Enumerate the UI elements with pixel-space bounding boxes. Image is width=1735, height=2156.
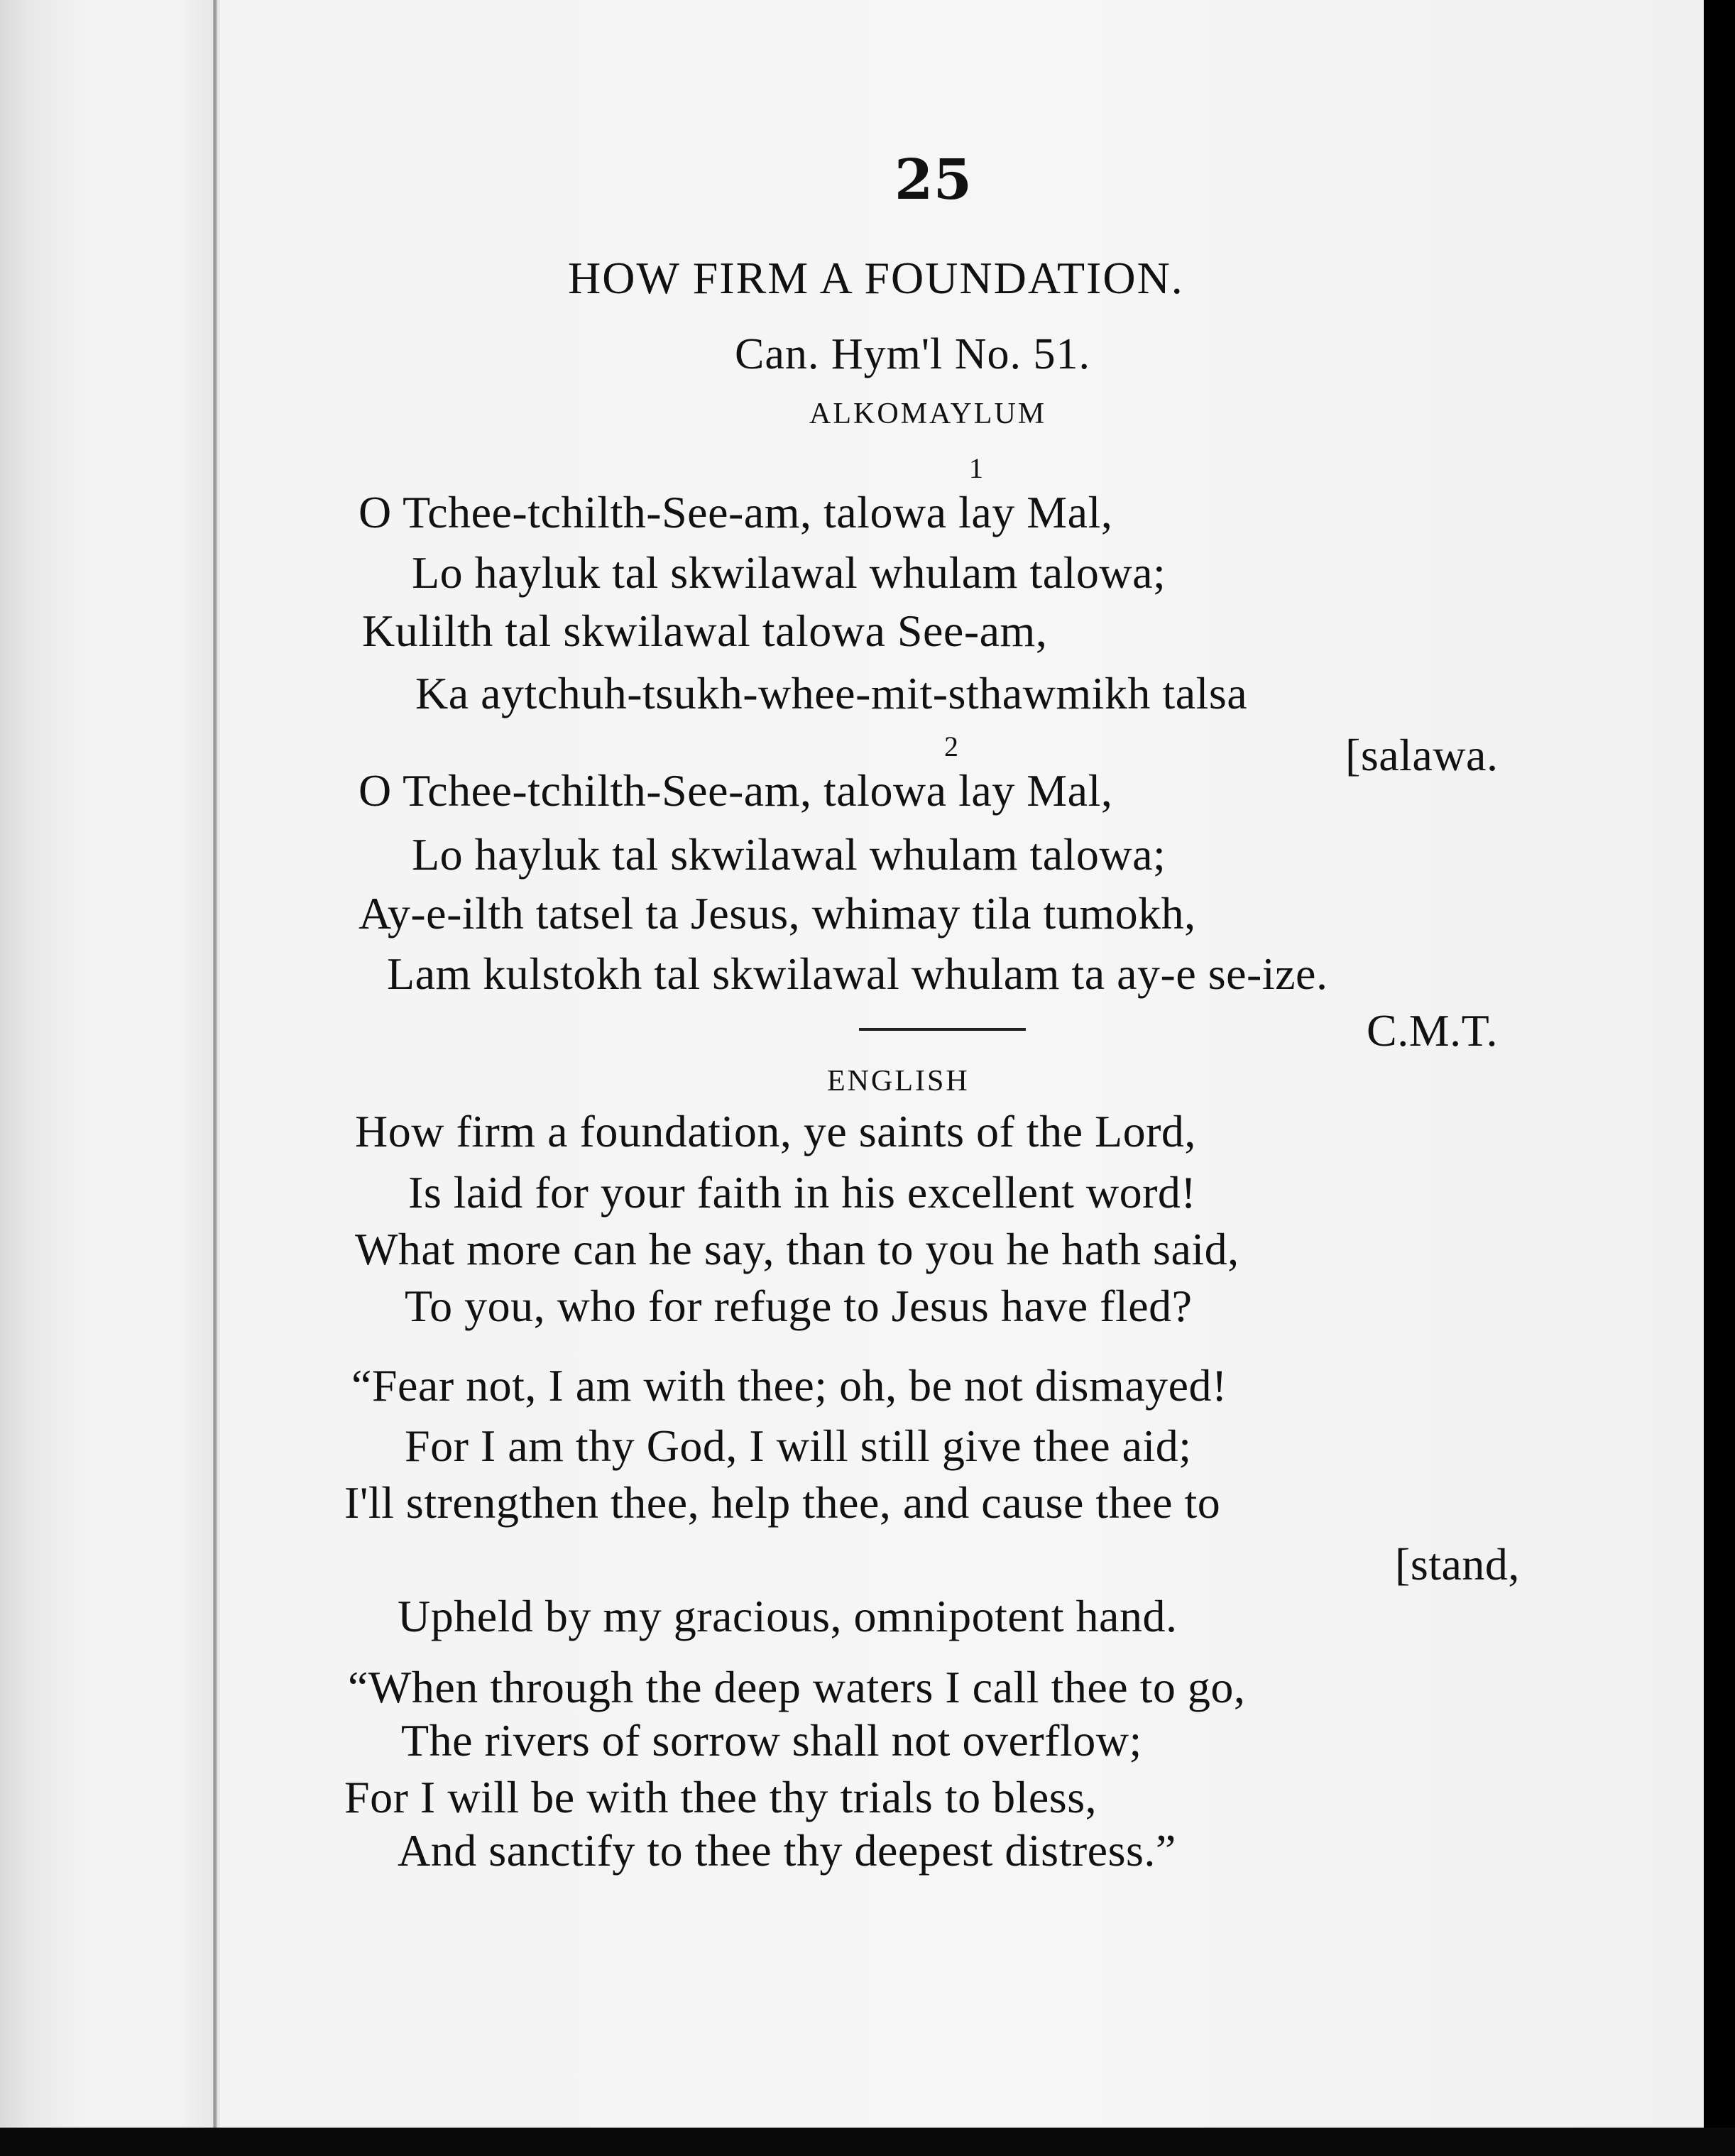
native-verse1-line2: Lo hayluk tal skwilawal whulam talowa; (412, 547, 1166, 598)
english-verse1-line4: To you, who for refuge to Jesus have fled? (405, 1281, 1193, 1331)
english-verse2-line5: Upheld by my gracious, omnipotent hand. (398, 1591, 1178, 1641)
native-verse1-line1: O Tchee-tchilth-See-am, talowa lay Mal, (359, 487, 1113, 537)
native-verse1-line5: [salawa. (1345, 730, 1499, 780)
page-number: 25 (894, 148, 973, 212)
english-verse3-line2: The rivers of sorrow shall not overflow; (401, 1715, 1142, 1766)
english-heading: ENGLISH (827, 1065, 970, 1098)
verse-number: 2 (944, 730, 959, 762)
native-verse2-line2: Lo hayluk tal skwilawal whulam talowa; (412, 829, 1166, 880)
scan-edge-right (1704, 0, 1735, 2156)
english-verse2-line3: I'll strengthen thee, help thee, and cause thee to (344, 1477, 1221, 1528)
hymn-reference: Can. Hym'l No. 51. (735, 330, 1091, 378)
hymn-title: HOW FIRM A FOUNDATION. (568, 253, 1184, 303)
page-fold-line (213, 0, 217, 2156)
english-verse2-line1: “Fear not, I am with thee; oh, be not dismayed! (351, 1360, 1227, 1411)
section-divider (859, 1028, 1026, 1031)
native-verse1-line4: Ka aytchuh-tsukh-whee-mit-sthawmikh talsa (415, 668, 1248, 718)
verse-number: 1 (969, 452, 984, 484)
english-verse3-line4: And sanctify to thee thy deepest distress.” (398, 1825, 1176, 1876)
english-verse3-line1: “When through the deep waters I call thee to go, (348, 1662, 1246, 1712)
native-verse2-line4: Lam kulstokh tal skwilawal whulam ta ay-e se-ize. (387, 948, 1328, 999)
native-heading: ALKOMAYLUM (809, 398, 1047, 430)
native-verse1-line3: Kulilth tal skwilawal talowa See-am, (362, 606, 1048, 656)
native-verse2-line3: Ay-e-ilth tatsel ta Jesus, whimay tila tumokh, (359, 888, 1196, 939)
native-verse2-line1: O Tchee-tchilth-See-am, talowa lay Mal, (359, 765, 1113, 816)
english-verse1-line1: How firm a foundation, ye saints of the Lord, (355, 1106, 1196, 1156)
scan-edge-bottom (0, 2128, 1735, 2156)
native-attribution: C.M.T. (1367, 1005, 1498, 1056)
english-verse2-line4: [stand, (1395, 1539, 1520, 1589)
english-verse1-line2: Is laid for your faith in his excellent word! (408, 1167, 1197, 1217)
english-verse2-line2: For I am thy God, I will still give thee aid; (405, 1421, 1192, 1471)
english-verse1-line3: What more can he say, than to you he hath said, (355, 1224, 1239, 1274)
english-verse3-line3: For I will be with thee thy trials to bless, (344, 1772, 1098, 1822)
